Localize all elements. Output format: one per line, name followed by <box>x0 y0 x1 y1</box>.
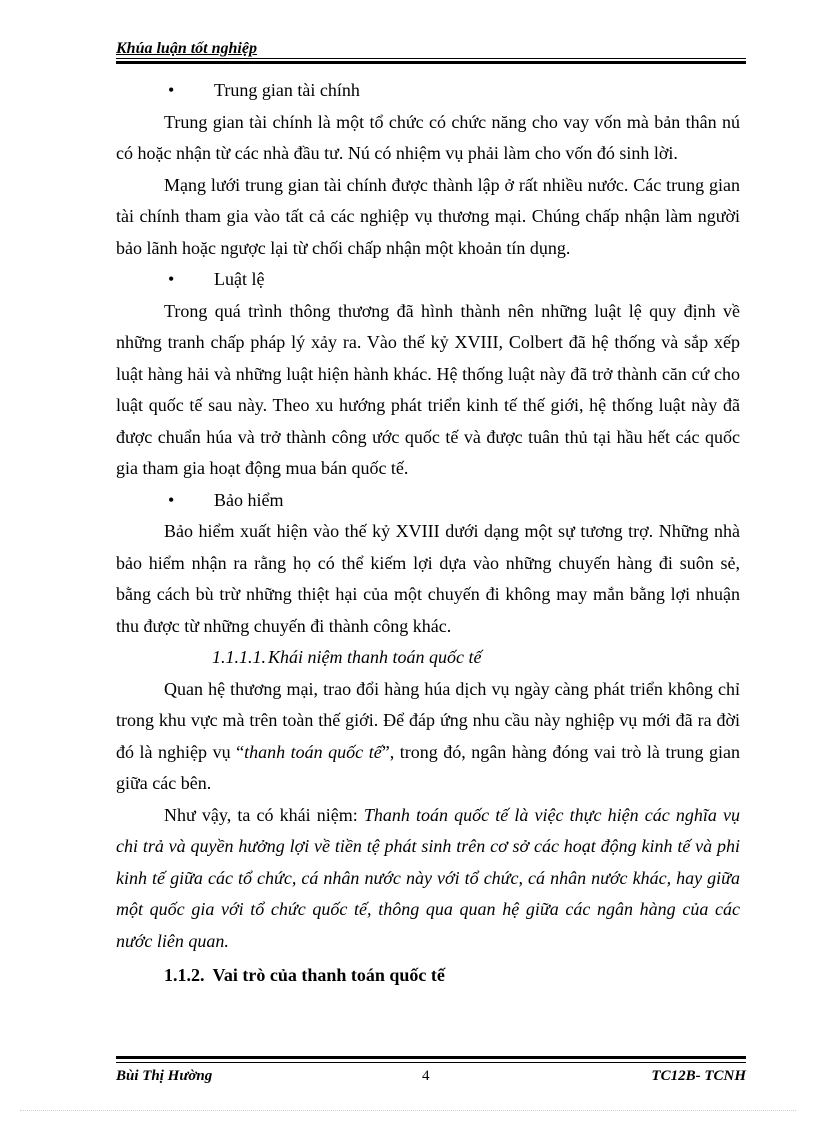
bullet-label: Trung gian tài chính <box>214 80 360 100</box>
definition-text: Thanh toán quốc tế là việc thực hiện các nghĩa vụ chi trả và quyền hưởng lợi về tiền tệ phát sinh trên cơ sở các hoạt động kinh tế và phi kinh tế giữa các tổ chức, cá nhân nước này với tổ chức, cá nhân nước khác, hay giữa một quốc gia với tổ chức quốc tế, thông qua quan hệ giữa các ngân hàng của các nước liên quan. <box>116 804 740 951</box>
header-rule-thick <box>116 61 746 64</box>
paragraph: Mạng lưới trung gian tài chính được thành lập ở rất nhiều nước. Các trung gian tài chính tham gia vào tất cả các nghiệp vụ thương mại. Chúng chấp nhận làm người bảo lãnh hoặc ngược lại từ chối chấp nhận một khoản tín dụng. <box>116 174 740 258</box>
definition-lead: Như vậy, ta có khái niệm: <box>164 804 364 825</box>
bullet-dot-icon: • <box>168 269 175 289</box>
paragraph: Trong quá trình thông thương đã hình thành nên những luật lệ quy định về những tranh chấp pháp lý xảy ra. Vào thế kỷ XVIII, Colbert đã hệ thống và sắp xếp luật hàng hải và những luật hiện hành khác. Hệ thống luật này đã trở thành căn cứ cho luật quốc tế sau này. Theo xu hướng phát triển kinh tế thế giới, hệ thống luật này đã được chuẩn húa và trở thành công ước quốc tế và được tuân thủ tại hầu hết các quốc gia tham gia hoạt động mua bán quốc tế. <box>116 300 740 478</box>
section-number: 1.1.2. <box>164 965 205 985</box>
footer-class-code: TC12B- TCNH <box>651 1068 746 1084</box>
page-edge-divider <box>20 1110 796 1111</box>
bullet-dot-icon: • <box>168 489 175 510</box>
header-title: Khúa luận tốt nghiệp <box>116 40 257 57</box>
bullet-label: Luật lệ <box>214 269 265 289</box>
paragraph: Bảo hiểm xuất hiện vào thế kỷ XVIII dưới dạng một sự tương trợ. Những nhà bảo hiểm nhận ra rằng họ có thể kiếm lợi dựa vào những chuyến hàng đi suôn sẻ, bằng cách bù trừ những thiệt hại của một chuyến đi không may mắn bằng lợi nhuận thu được từ những chuyến đi thành công khác. <box>116 521 740 636</box>
footer-author: Bùi Thị Hường <box>116 1068 213 1084</box>
bullet-item <box>116 264 740 296</box>
footer-rule-thin <box>116 1062 746 1063</box>
paragraph-emphasis: thanh toán quốc tế <box>244 741 382 762</box>
paragraph: Trung gian tài chính là một tổ chức có chức năng cho vay vốn mà bản thân nú có hoặc nhận từ các nhà đầu tư. Nú có nhiệm vụ phải làm cho vốn đó sinh lời. <box>116 111 740 163</box>
paragraph <box>116 674 740 800</box>
page-footer <box>116 1068 746 1090</box>
document-body <box>116 75 740 992</box>
section-heading <box>116 960 740 992</box>
bullet-item <box>116 75 740 107</box>
paragraph-text: Quan hệ thương mại, trao đổi hàng húa dịch vụ ngày càng phát triển không chỉ trong khu vực mà trên toàn thế giới. Để đáp ứng nhu cầu này nghiệp vụ mới đã ra đời đó là nghiệp vụ “ <box>116 678 740 762</box>
subsection-heading <box>116 642 740 674</box>
bullet-dot-icon: • <box>168 80 175 100</box>
subsection-title: Khái niệm thanh toán quốc tế <box>268 647 482 667</box>
subsection-number: 1.1.1.1. <box>212 647 266 667</box>
footer-rule-thick <box>116 1056 746 1059</box>
bullet-item <box>116 485 740 517</box>
page-number: 4 <box>422 1068 430 1084</box>
paragraph-text: ”, trong đó, ngân hàng đóng vai trò là trung gian giữa các bên. <box>116 741 740 793</box>
bullet-label: Bảo hiểm <box>214 489 284 510</box>
header-rule-thin <box>116 58 746 59</box>
paragraph <box>116 800 740 958</box>
section-title: Vai trò của thanh toán quốc tế <box>212 965 445 985</box>
